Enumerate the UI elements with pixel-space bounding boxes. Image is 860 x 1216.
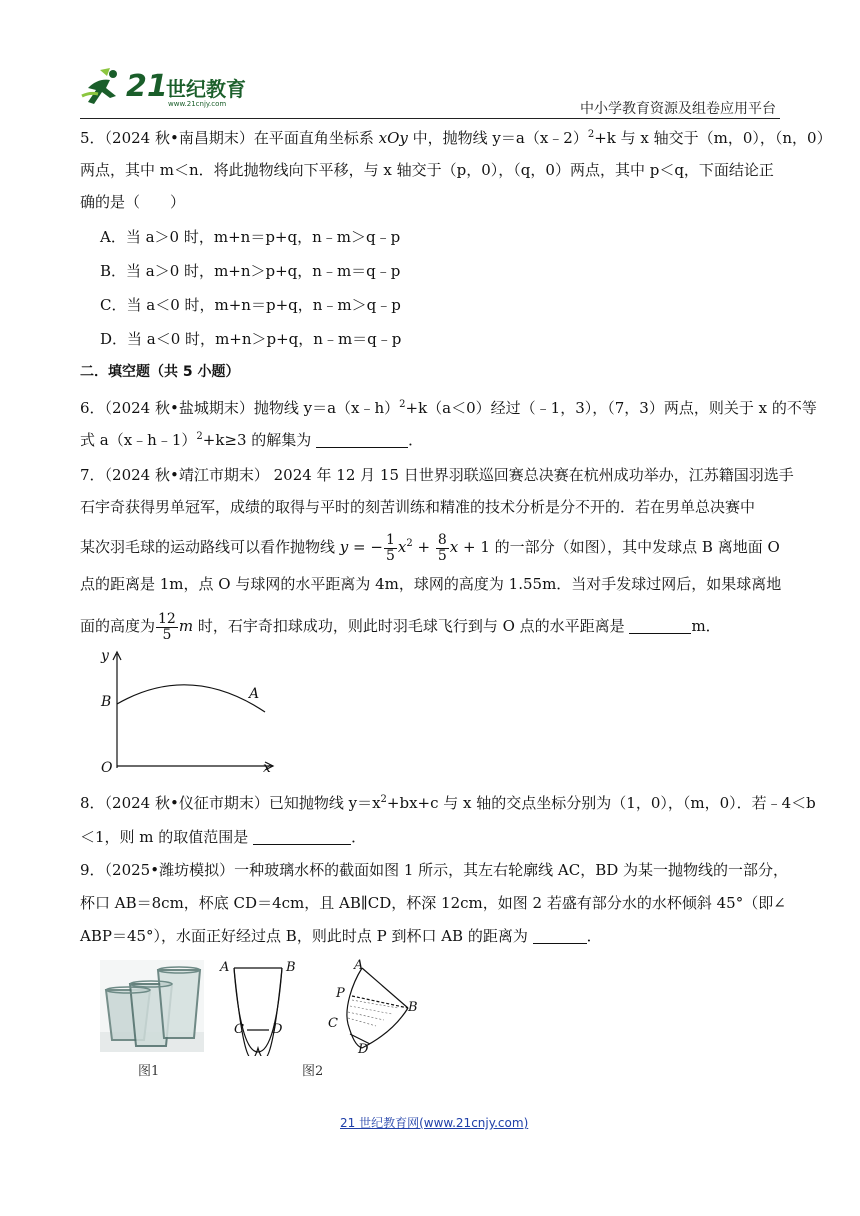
fig-label-y: y [101,648,109,664]
q8-line2: ＜1，则 m 的取值范围是 ． [80,828,367,846]
header [0,0,860,120]
glass-cups-photo [100,960,204,1052]
q6-line2: 式 a（x﹣h﹣1）$^2$+k≥3 的解集为 ． [80,431,424,449]
q9-line1: 9．（2025•潍坊模拟）一种玻璃水杯的截面如图 1 所示，其左右轮廓线 AC，BD 为某一抛物线的一部分， [80,861,789,879]
fig-label-b: B [101,694,112,710]
footer-link[interactable]: 21 世纪教育网(www.21cnjy.com) [340,1116,529,1130]
q6-answer-blank[interactable] [316,433,408,448]
fig-label-x: x [263,760,271,776]
fig-label-o: O [101,760,113,776]
fig2-caption: 图2 [302,1064,324,1079]
fig-label-a: A [249,686,260,702]
logo-number: 21 [126,69,168,104]
q8-answer-blank[interactable] [253,830,351,845]
q5-option-c[interactable]: C．当 a＜0 时，m+n＝p+q，n﹣m＞q﹣p [100,296,401,314]
q9-figure2: A P B C D [328,958,418,1057]
q7-line4: 点的距离是 1m，点 O 与球网的水平距离为 4m，球网的高度为 1.55m．当对手发球过网后，如果球离地 [80,575,782,593]
q5-option-a[interactable]: A．当 a＞0 时，m+n＝p+q，n﹣m＞q﹣p [100,228,401,246]
q9-answer-blank[interactable] [533,929,587,944]
q7-equation: y = − $\frac{1}{5}$ $x^2$ + $\frac{8}{5}$ x + 1 [339,531,490,564]
logo-url: www.21cnjy.com [168,100,227,108]
q5-line3: 确的是（ ） [80,193,186,211]
q6-line1: 6．（2024 秋•盐城期末）抛物线 y＝a（x﹣h）$^2$+k（a＜0）经过（﹣1，3），（7，3）两点，则关于 x 的不等 [80,399,817,417]
platform-name: 中小学教育资源及组卷应用平台 [580,101,776,117]
header-divider [80,118,780,119]
section-title: 二．填空题（共 5 小题） [80,364,240,380]
q5-line2: 两点，其中 m＜n．将此抛物线向下平移，与 x 轴交于（p，0），（q，0）两点，其中 p＜q，下面结论正 [80,161,774,179]
q7-parabola-graph [95,648,285,780]
q5-line1: 5．（2024 秋•南昌期末）在平面直角坐标系 xOy 中，抛物线 y＝a（x﹣2）$^2$+k 与 x 轴交于（m，0），（n，0） [80,129,832,147]
logo-runner-icon [80,66,130,108]
q9-line3: ABP＝45°），水面正好经过点 B，则此时点 P 到杯口 AB 的距离为 ． [80,927,602,945]
q9-line2: 杯口 AB＝8cm，杯底 CD＝4cm，且 AB∥CD，杯深 12cm，如图 2 若盛有部分水的水杯倾斜 45°（即∠ [80,894,786,912]
q7-line1: 7．（2024 秋•靖江市期末） 2024 年 12 月 15 日世界羽联巡回赛总决赛在杭州成功举办，江苏籍国羽选手 [80,466,794,484]
q5-option-d[interactable]: D．当 a＜0 时，m+n＞p+q，n﹣m＝q﹣p [100,330,402,348]
q8-line1: 8．（2024 秋•仪征市期末）已知抛物线 $y=x^2+bx+c$ 与 x 轴的交点坐标分别为（1，0），（m，0）．若﹣4＜b [80,794,816,812]
q9-figure1: A B C D [218,960,304,1056]
q7-figure [95,648,285,780]
q7-line2: 石宇奇获得男单冠军，成绩的取得与平时的刻苦训练和精准的技术分析是分不开的．若在男单总决赛中 [80,498,756,516]
logo-text: 世纪教育 [166,77,246,101]
q7-line3: 某次羽毛球的运动路线可以看作抛物线 y = − $\frac{1}{5}$ $x^2$ + $\frac{8}{5}$ x + 1 的一部分（如图），其中发球点 B 离地面 O [80,531,780,564]
fig1-caption: 图1 [138,1064,160,1079]
q5-option-b[interactable]: B．当 a＞0 时，m+n＞p+q，n﹣m＝q﹣p [100,262,401,280]
q7-answer-blank[interactable] [629,619,691,634]
q7-line5: 面的高度为 $\frac{12}{5}$ m 时，石宇奇扣球成功，则此时羽毛球飞行到与 O 点的水平距离是 m． [80,610,721,643]
